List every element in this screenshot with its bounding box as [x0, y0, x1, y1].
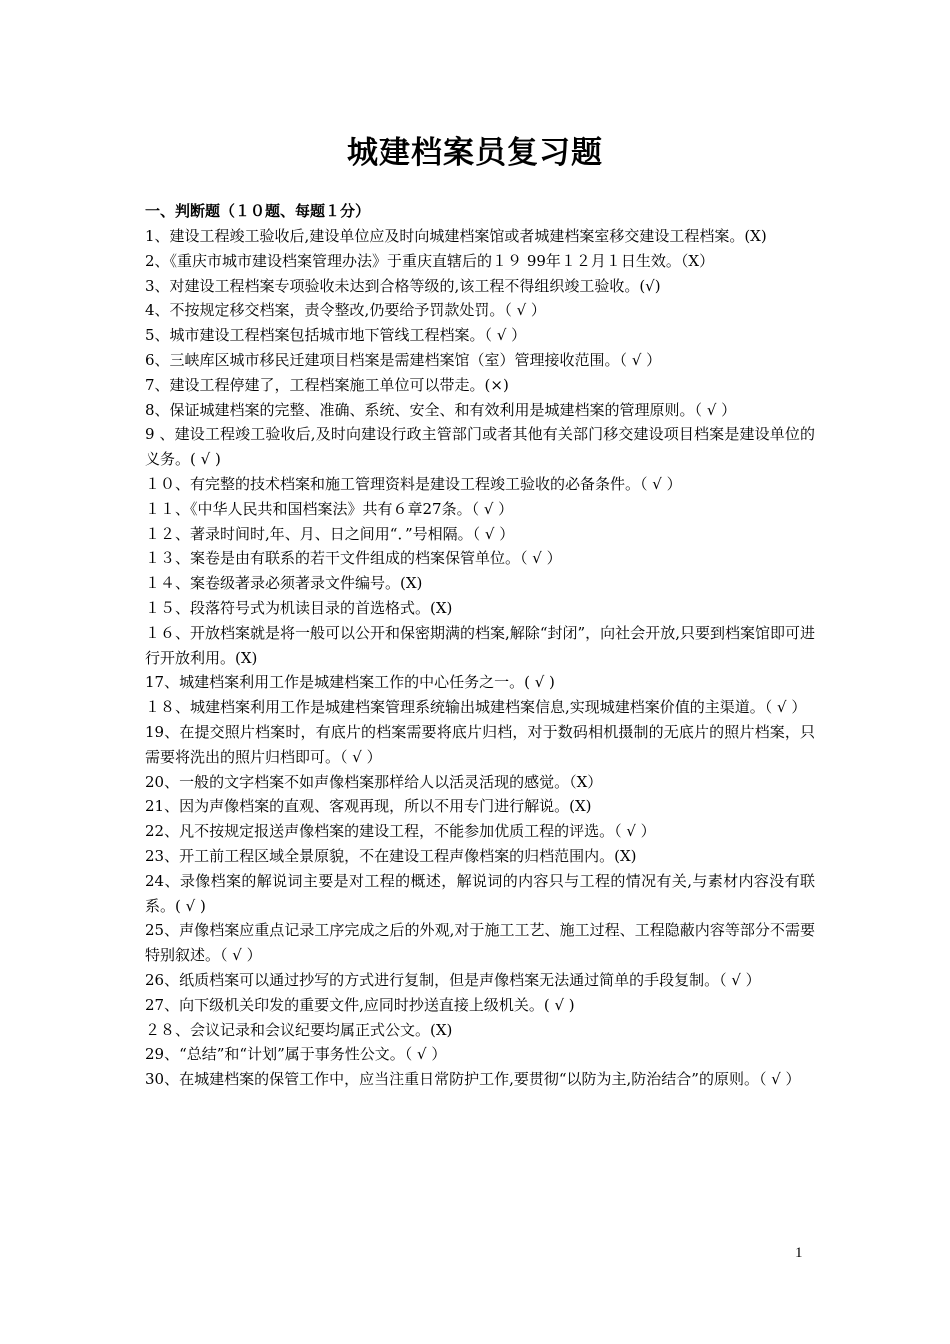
question-item: １２、著录时间时,年、月、日之间用“．”号相隔。（ √ ） [145, 524, 515, 543]
question-item: 25、声像档案应重点记录工序完成之后的外观,对于施工工艺、施工过程、工程隐蔽内容等部分不需要特别叙述。（ √ ） [145, 921, 815, 965]
question-item: 26、纸质档案可以通过抄写的方式进行复制，但是声像档案无法通过简单的手段复制。（ √ ） [145, 970, 761, 989]
question-item: 27、向下级机关印发的重要文件,应同时抄送直接上级机关。( √ ) [145, 995, 575, 1014]
question-item: １６、开放档案就是将一般可以公开和保密期满的档案,解除“封闭”，向社会开放,只要到档案馆即可进行开放利用。(X) [145, 623, 815, 667]
question-item: 20、一般的文字档案不如声像档案那样给人以活灵活现的感觉。（X） [145, 772, 603, 791]
question-item: 30、在城建档案的保管工作中，应当注重日常防护工作,要贯彻“以防为主,防治结合”的原则。（ √ ） [145, 1070, 801, 1089]
page-number: 1 [795, 1245, 803, 1261]
question-item: １５、段落符号式为机读目录的首选格式。(X) [145, 598, 453, 617]
question-item: 4、不按规定移交档案，责令整改,仍要给予罚款处罚。（ √ ） [145, 301, 546, 320]
question-item: 3、对建设工程档案专项验收未达到合格等级的,该工程不得组织竣工验收。(√) [145, 276, 661, 295]
question-item: 9 、建设工程竣工验收后,及时向建设行政主管部门或者其他有关部门移交建设项目档案是建设单位的义务。( √ ) [145, 425, 815, 469]
document-body [145, 199, 815, 1092]
question-item: 5、城市建设工程档案包括城市地下管线工程档案。（ √ ） [145, 326, 527, 345]
question-item: １８、城建档案利用工作是城建档案管理系统输出城建档案信息,实现城建档案价值的主渠道。（ √ ） [145, 698, 807, 717]
question-item: 8、保证城建档案的完整、准确、系统、安全、和有效利用是城建档案的管理原则。（ √ ） [145, 400, 737, 419]
question-item: 22、凡不按规定报送声像档案的建设工程，不能参加优质工程的评选。（ √ ） [145, 822, 656, 841]
question-item: 6、三峡库区城市移民迁建项目档案是需建档案馆（室）管理接收范围。（ √ ） [145, 350, 662, 369]
document-title: 城建档案员复习题 [347, 135, 603, 171]
question-item: 1、建设工程竣工验收后,建设单位应及时向城建档案馆或者城建档案室移交建设工程档案。(X) [145, 227, 767, 245]
question-item: １１、《中华人民共和国档案法》共有６章27条。（ √ ） [145, 499, 514, 518]
question-item: １３、案卷是由有联系的若干文件组成的档案保管单位。（ √ ） [145, 549, 562, 568]
question-item: 7、建设工程停建了，工程档案施工单位可以带走。(×) [145, 375, 509, 394]
question-item: 24、录像档案的解说词主要是对工程的概述，解说词的内容只与工程的情况有关,与素材内容没有联系。( √ ) [145, 871, 815, 915]
question-item: 2、《重庆市城市建设档案管理办法》于重庆直辖后的１９ 99年１２月１日生效。（X） [145, 251, 715, 270]
question-item: ２８、会议记录和会议纪要均属正式公文。(X) [145, 1020, 453, 1039]
question-item: 19、在提交照片档案时，有底片的档案需要将底片归档，对于数码相机摄制的无底片的照片档案，只需要将洗出的照片归档即可。（ √ ） [145, 722, 815, 766]
question-item: 29、“总结”和“计划”属于事务性公文。（ √ ） [145, 1045, 447, 1064]
question-item: １４、案卷级著录必须著录文件编号。(X) [145, 574, 423, 593]
question-item: 17、城建档案利用工作是城建档案工作的中心任务之一。( √ ) [145, 673, 555, 692]
question-item: 23、开工前工程区域全景原貌，不在建设工程声像档案的归档范围内。(X) [145, 846, 637, 865]
question-item: １０、有完整的技术档案和施工管理资料是建设工程竣工验收的必备条件。（ √ ） [145, 474, 682, 493]
question-item: 21、因为声像档案的直观、客观再现，所以不用专门进行解说。(X) [145, 797, 592, 816]
section-heading: 一、判断题（１０题、每题１分） [145, 202, 371, 220]
